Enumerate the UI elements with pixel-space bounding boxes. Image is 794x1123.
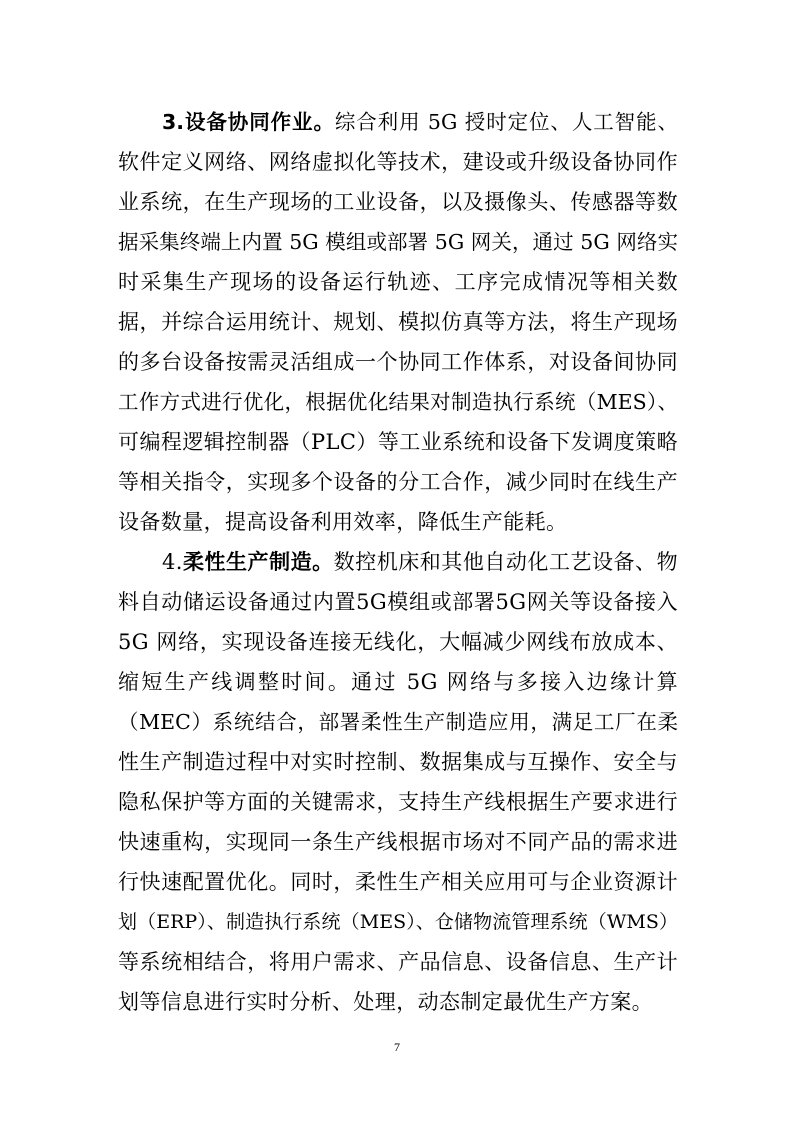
section4-last-line: 划等信息进行实时分析、处理，动态制定最优生产方案。: [118, 990, 653, 1014]
section4-line-4: 缩短生产线调整时间。通过 5G 网络与多接入边缘计算: [118, 670, 678, 694]
section3-line-1-text: 综合利用 5G 授时定位、人工智能、: [334, 110, 678, 134]
section3-line-6: 据，并综合运用统计、规划、模拟仿真等方法，将生产现场: [118, 310, 678, 334]
section4-line-7: 隐私保护等方面的关键需求，支持生产线根据生产要求进行: [118, 790, 678, 814]
section3-line-7: 的多台设备按需灵活组成一个协同工作体系，对设备间协同: [118, 350, 678, 374]
section4-line-1: [162, 550, 678, 574]
section4-line-6: 性生产制造过程中对实时控制、数据集成与互操作、安全与: [118, 750, 678, 774]
section4-number: 4.: [162, 550, 183, 574]
section3-line-3: 业系统，在生产现场的工业设备，以及摄像头、传感器等数: [118, 190, 678, 214]
section3-line-9: 可编程逻辑控制器（PLC）等工业系统和设备下发调度策略: [118, 430, 678, 454]
section4-line-3: 5G 网络，实现设备连接无线化，大幅减少网线布放成本、: [118, 630, 678, 654]
section3-line-5: 时采集生产现场的设备运行轨迹、工序完成情况等相关数: [118, 270, 678, 294]
section4-line-2: 料自动储运设备通过内置5G模组或部署5G网关等设备接入: [118, 590, 678, 614]
section3-line-1: [162, 110, 678, 134]
section4-heading: 柔性生产制造。: [182, 550, 334, 574]
section3-line-2: 软件定义网络、网络虚拟化等技术，建设或升级设备协同作: [118, 150, 678, 174]
section3-heading: 3.设备协同作业。: [162, 110, 335, 134]
page-number: 7: [394, 1040, 400, 1054]
section4-line-11: 等系统相结合，将用户需求、产品信息、设备信息、生产计: [118, 950, 678, 974]
section3-last-line: 设备数量，提高设备利用效率，降低生产能耗。: [118, 510, 568, 534]
section3-line-4: 据采集终端上内置 5G 模组或部署 5G 网关，通过 5G 网络实: [118, 230, 678, 254]
section4-line-10: 划（ERP）、制造执行系统（MES）、仓储物流管理系统（WMS）: [118, 911, 678, 933]
section4-line-9: 行快速配置优化。同时，柔性生产相关应用可与企业资源计: [118, 870, 678, 894]
section3-line-8: 工作方式进行优化，根据优化结果对制造执行系统（MES）、: [118, 390, 678, 414]
section4-line-1-text: 数控机床和其他自动化工艺设备、物: [333, 550, 678, 574]
section3-line-10: 等相关指令，实现多个设备的分工合作，减少同时在线生产: [118, 470, 678, 494]
section4-line-8: 快速重构，实现同一条生产线根据市场对不同产品的需求进: [118, 830, 678, 854]
section4-line-5: （MEC）系统结合，部署柔性生产制造应用，满足工厂在柔: [118, 710, 678, 734]
